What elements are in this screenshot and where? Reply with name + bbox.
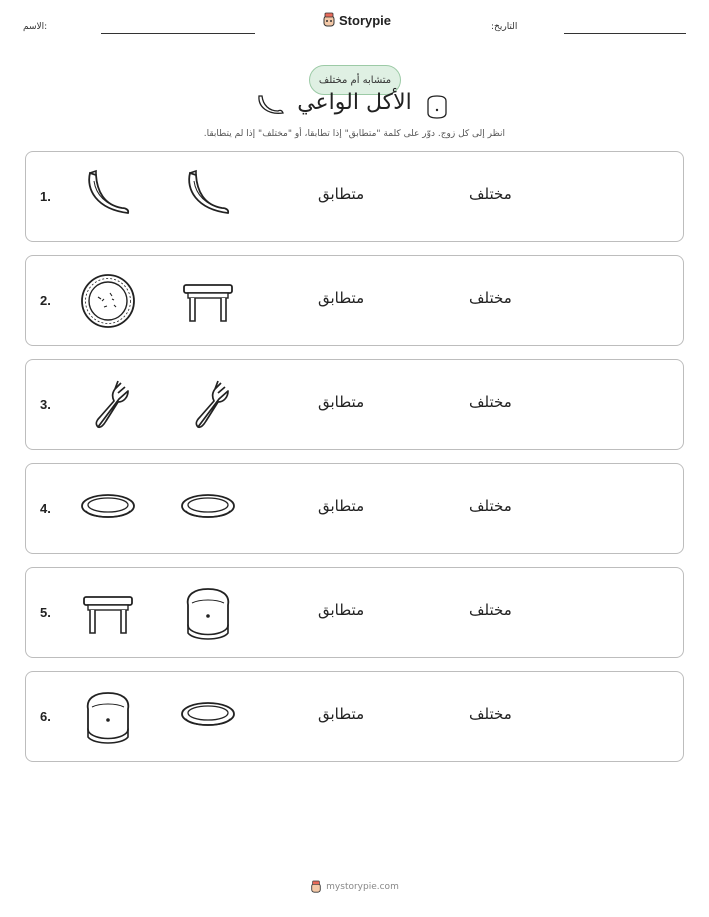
table-icon bbox=[78, 583, 138, 643]
question-row bbox=[25, 567, 684, 658]
belly-icon bbox=[424, 93, 450, 121]
answer-different[interactable]: مختلف bbox=[469, 289, 512, 307]
answer-different[interactable]: مختلف bbox=[469, 601, 512, 619]
brand-logo bbox=[322, 12, 391, 28]
bowl-icon bbox=[178, 479, 238, 539]
storypie-mascot-icon bbox=[322, 12, 336, 28]
name-field[interactable] bbox=[101, 33, 255, 34]
answer-different[interactable]: مختلف bbox=[469, 497, 512, 515]
question-number: 4. bbox=[40, 501, 51, 516]
answer-same[interactable]: متطابق bbox=[318, 185, 365, 203]
answer-same[interactable]: متطابق bbox=[318, 601, 365, 619]
belly-icon bbox=[78, 687, 138, 747]
question-row bbox=[25, 359, 684, 450]
instructions: انظر إلى كل زوج. دوّر على كلمة "متطابق" إذا تطابقا، أو "مختلف" إذا لم يتطابقا. bbox=[203, 129, 505, 139]
answer-different[interactable]: مختلف bbox=[469, 185, 512, 203]
worksheet-type-badge: متشابه أم مختلف bbox=[309, 65, 401, 95]
worksheet-title: الأكل الواعي bbox=[297, 90, 412, 115]
question-row bbox=[25, 671, 684, 762]
fork-icon bbox=[78, 375, 138, 435]
table-icon bbox=[178, 271, 238, 331]
footer bbox=[0, 880, 709, 894]
question-row bbox=[25, 463, 684, 554]
banana-icon bbox=[78, 167, 138, 227]
question-number: 5. bbox=[40, 605, 51, 620]
date-label: التاريخ: bbox=[491, 22, 518, 32]
answer-same[interactable]: متطابق bbox=[318, 497, 365, 515]
fork-icon bbox=[178, 375, 238, 435]
answer-different[interactable]: مختلف bbox=[469, 705, 512, 723]
worksheet-header bbox=[0, 0, 709, 50]
question-row bbox=[25, 255, 684, 346]
question-number: 6. bbox=[40, 709, 51, 724]
answer-same[interactable]: متطابق bbox=[318, 393, 365, 411]
pie-icon bbox=[78, 271, 138, 331]
question-number: 3. bbox=[40, 397, 51, 412]
banana-icon bbox=[178, 167, 238, 227]
brand-name: Storypie bbox=[339, 12, 392, 28]
answer-same[interactable]: متطابق bbox=[318, 289, 365, 307]
name-label: الاسم: bbox=[23, 22, 48, 32]
answer-different[interactable]: مختلف bbox=[469, 393, 512, 411]
date-field[interactable] bbox=[564, 33, 686, 34]
belly-icon bbox=[178, 583, 238, 643]
storypie-mascot-icon bbox=[310, 880, 322, 894]
footer-url: mystorypie.com bbox=[326, 882, 399, 892]
bowl-icon bbox=[78, 479, 138, 539]
answer-same[interactable]: متطابق bbox=[318, 705, 365, 723]
question-row bbox=[25, 151, 684, 242]
bowl-icon bbox=[178, 687, 238, 747]
question-number: 2. bbox=[40, 293, 51, 308]
question-number: 1. bbox=[40, 189, 51, 204]
